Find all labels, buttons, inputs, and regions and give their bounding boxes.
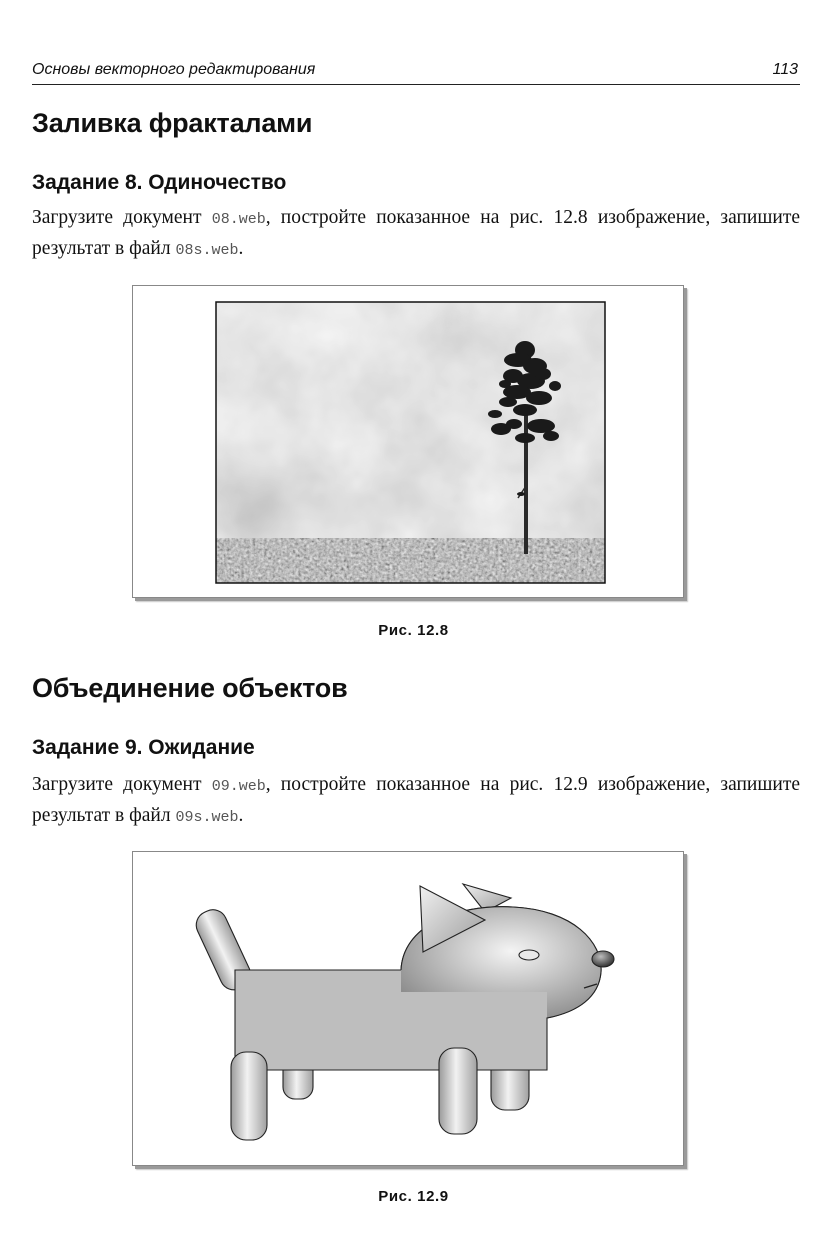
figure-12-8-image	[133, 286, 683, 597]
result-file-09s: 09s.web	[175, 809, 239, 826]
source-file-08: 08.web	[211, 211, 266, 228]
running-title: Основы векторного редактирования	[32, 61, 316, 78]
task-9-text: Загрузите документ 09.web, постройте показанное на рис. 12.9 изображение, запишите результат в файл 09s.web.	[32, 774, 800, 826]
front-leg-front	[439, 1048, 477, 1134]
section-title-fractal-fill: Заливка фракталами	[32, 108, 313, 138]
page-number: 113	[772, 61, 798, 78]
result-file-08s: 08s.web	[175, 242, 239, 259]
figure-12-9-image	[133, 852, 683, 1165]
section-title-object-union: Объединение объектов	[32, 673, 348, 703]
figure-12-9-caption: Рис. 12.9	[378, 1188, 449, 1205]
cat-illustration	[192, 884, 614, 1140]
running-header	[32, 60, 800, 85]
task-9-title: Задание 9. Ожидание	[32, 736, 255, 759]
back-leg-front	[231, 1052, 267, 1140]
figure-12-9-frame	[132, 851, 684, 1166]
figure-12-8-caption: Рис. 12.8	[378, 622, 449, 639]
fractal-ground	[216, 538, 605, 583]
source-file-09: 09.web	[211, 778, 266, 795]
task-8-text: Загрузите документ 08.web, постройте показанное на рис. 12.8 изображение, запишите результат в файл 08s.web.	[32, 207, 800, 259]
figure-12-8-frame	[132, 285, 684, 598]
eye	[519, 950, 539, 960]
nose	[592, 951, 614, 967]
task-8-title: Задание 8. Одиночество	[32, 171, 287, 194]
